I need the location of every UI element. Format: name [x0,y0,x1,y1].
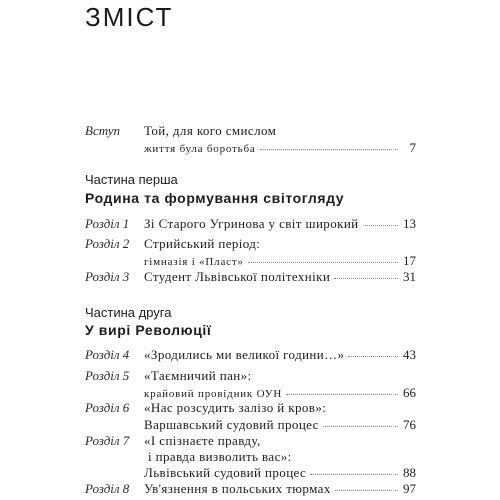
part-title: У вирі Революції [85,322,212,338]
leader-dots [334,268,398,279]
toc-entry-chapter-7[interactable] [85,433,416,484]
toc-entry-chapter-3[interactable] [85,269,416,286]
entry-label: Розділ 4 [85,347,130,362]
entry-page-number: 43 [403,347,416,362]
entry-title-line: Варшавський судовий процес [144,417,319,432]
entry-page-number: 66 [403,385,416,400]
entry-page-number: 17 [403,253,416,268]
entry-title-line: Ув'язнення в польських тюрмах [144,481,331,496]
part-label: Частина перша [85,172,178,187]
entry-label: Розділ 8 [85,481,130,496]
toc-entry-chapter-1[interactable] [85,216,416,233]
leader-dots [335,480,398,491]
entry-page-number: 7 [409,140,416,155]
entry-title-line: крайовий провідник ОУН [144,388,283,400]
toc-entry-chapter-4[interactable] [85,347,416,364]
entry-label: Розділ 7 [85,433,130,448]
entry-page-number: 88 [403,465,416,480]
entry-label: Розділ 6 [85,400,130,415]
entry-label: Розділ 3 [85,269,130,284]
toc-heading: ЗМІСТ [85,2,174,32]
leader-dots [248,252,398,263]
part-label: Частина друга [85,305,172,320]
entry-title-line: Стрийський період: [144,236,261,251]
toc-entry-chapter-5[interactable] [85,368,416,402]
leader-dots [348,346,398,357]
entry-title-line: «Нас розсудить залізо й кров»: [144,400,327,415]
toc-entry-chapter-6[interactable] [85,400,416,434]
entry-title-line: і правда визволить вас»: [148,449,292,464]
toc-entry-chapter-8[interactable] [85,481,416,498]
toc-entry-intro[interactable] [85,123,416,163]
entry-label: Розділ 1 [85,216,130,231]
leader-dots [363,215,398,226]
entry-title-line: Львівський судовий процес [144,465,307,480]
entry-page-number: 13 [403,216,416,231]
entry-label: Розділ 2 [85,236,130,251]
entry-title-line: Зі Старого Угринова у світ широкий [144,216,359,231]
leader-dots [310,464,398,475]
entry-title-line: Студент Львівської політехніки [144,269,331,284]
leader-dots [323,416,398,427]
entry-title-line: «Зродились ми великої години…» [144,347,345,362]
toc-entry-chapter-2[interactable] [85,236,416,270]
entry-label: Розділ 5 [85,368,130,383]
entry-page-number: 97 [403,481,416,496]
part-title: Родина та формування світогляду [85,190,345,206]
entry-title-line: «Таємничий пан»: [144,368,252,383]
entry-title-line: «І спізнаєте правду, [144,433,261,448]
leader-dots [286,384,398,395]
entry-page-number: 31 [403,269,416,284]
entry-title-line: життя була боротьба [144,143,256,155]
entry-title-line: гімназія і «Пласт» [144,256,244,268]
entry-title-line: Той, для кого смислом [144,123,277,138]
leader-dots [260,139,398,150]
entry-page-number: 76 [403,417,416,432]
entry-label: Вступ [85,123,121,138]
